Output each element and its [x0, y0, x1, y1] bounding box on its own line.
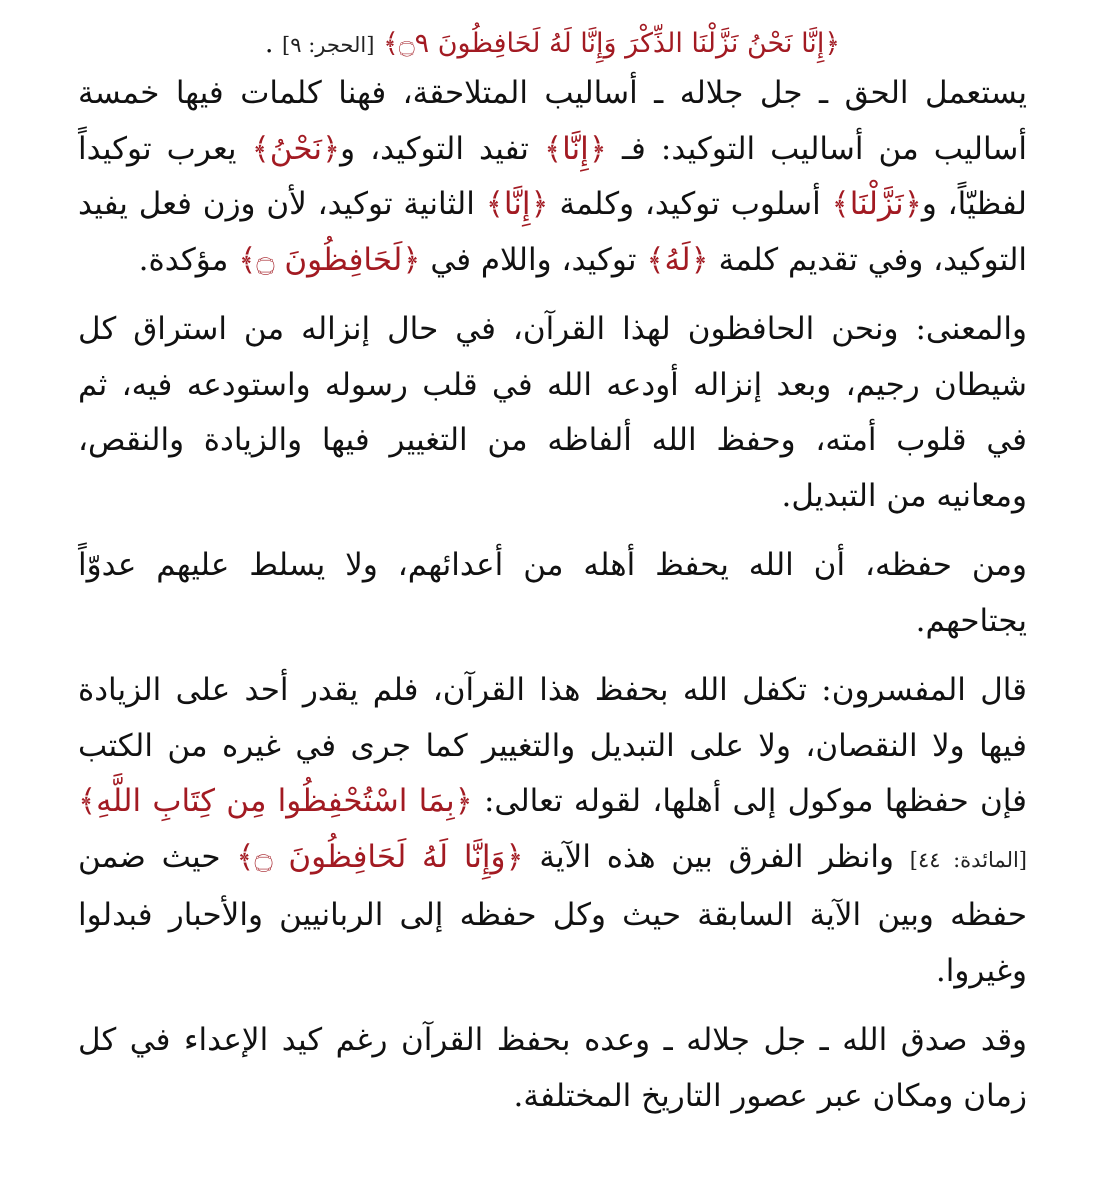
- paragraph-emphasis-styles: [78, 66, 1027, 288]
- text-run: قال المفسرون: تكفل الله بحفظ هذا القرآن، فلم يقدر أحد على الزيادة فيها ولا النقصان، ولا على التبديل والتغيير كما جرى في غيره من الكتب فإن حفظها موكول إلى أهلها، لقوله تعالى:: [78, 672, 1027, 819]
- paragraph-meaning: والمعنى: ونحن الحافظون لهذا القرآن، في حال إنزاله من استراق كل شيطان رجيم، وبعد إنزاله أودعه الله في قلب رسوله واستودعه فيه، ثم في قلوب أمته، وحفظ الله ألفاظه من التغيير فيها والزيادة والنقص، ومعانيه من التبديل.: [78, 311, 1027, 514]
- quran-verse-hijr-9: ﴿إِنَّا نَحْنُ نَزَّلْنَا الذِّكْرَ وَإِنَّا لَهُ لَحَافِظُونَ ۝٩﴾: [382, 28, 841, 59]
- verse-period: .: [264, 28, 274, 59]
- text-run: مؤكدة.: [138, 241, 239, 278]
- text-run: أسلوب توكيد، وكلمة: [548, 186, 832, 222]
- paragraph-commentators: [78, 663, 1027, 999]
- text-run: يستعمل الحق ـ جل جلاله ـ أساليب المتلاحقة، فهنا كلمات فيها خمسة أساليب من أساليب التوكيد: فـ: [78, 75, 1027, 167]
- quran-word: ﴿لَهُ﴾: [646, 241, 709, 278]
- quran-word: ﴿إِنَّا﴾: [485, 186, 549, 222]
- quran-word: ﴿لَحَافِظُونَ ۝﴾: [238, 241, 421, 278]
- paragraph-protection: ومن حفظه، أن الله يحفظ أهله من أعدائهم، ولا يسلط عليهم عدوّاً يجتاحهم.: [78, 547, 1027, 639]
- text-run: حيث ضمن حفظه وبين الآية السابقة حيث وكل حفظه إلى الربانيين والأحبار فبدلوا وغيروا.: [78, 838, 1027, 989]
- quran-verse-hijr-9-part: ﴿وَإِنَّا لَهُ لَحَافِظُونَ ۝﴾: [236, 838, 524, 875]
- text-run: الثانية توكيد، لأن وزن فعل يفيد التوكيد، وفي تقديم كلمة: [78, 186, 1027, 278]
- text-run: وانظر الفرق بين هذه الآية: [523, 838, 910, 875]
- quran-word: ﴿نَزَّلْنَا﴾: [831, 186, 922, 222]
- quran-verse-maidah-44: ﴿بِمَا اسْتُحْفِظُوا مِن كِتَابِ اللَّهِ﴾: [78, 783, 473, 819]
- text-run: يعرب توكيداً لفظيّاً، و: [78, 130, 1027, 222]
- quran-word: ﴿نَحْنُ﴾: [251, 130, 341, 167]
- quran-word: ﴿إِنَّا﴾: [543, 130, 607, 167]
- text-run: تفيد التوكيد، و: [340, 130, 544, 167]
- top-verse-line: [78, 22, 1027, 66]
- text-run: توكيد، واللام في: [420, 241, 647, 278]
- verse-reference: [المائدة: ٤٤]: [909, 847, 1028, 872]
- verse-reference: [الحجر: ٩]: [282, 33, 375, 57]
- paragraph-conclusion: وقد صدق الله ـ جل جلاله ـ وعده بحفظ القرآن رغم كيد الإعداء في كل زمان ومكان عبر عصور التاريخ المختلفة.: [78, 1022, 1027, 1114]
